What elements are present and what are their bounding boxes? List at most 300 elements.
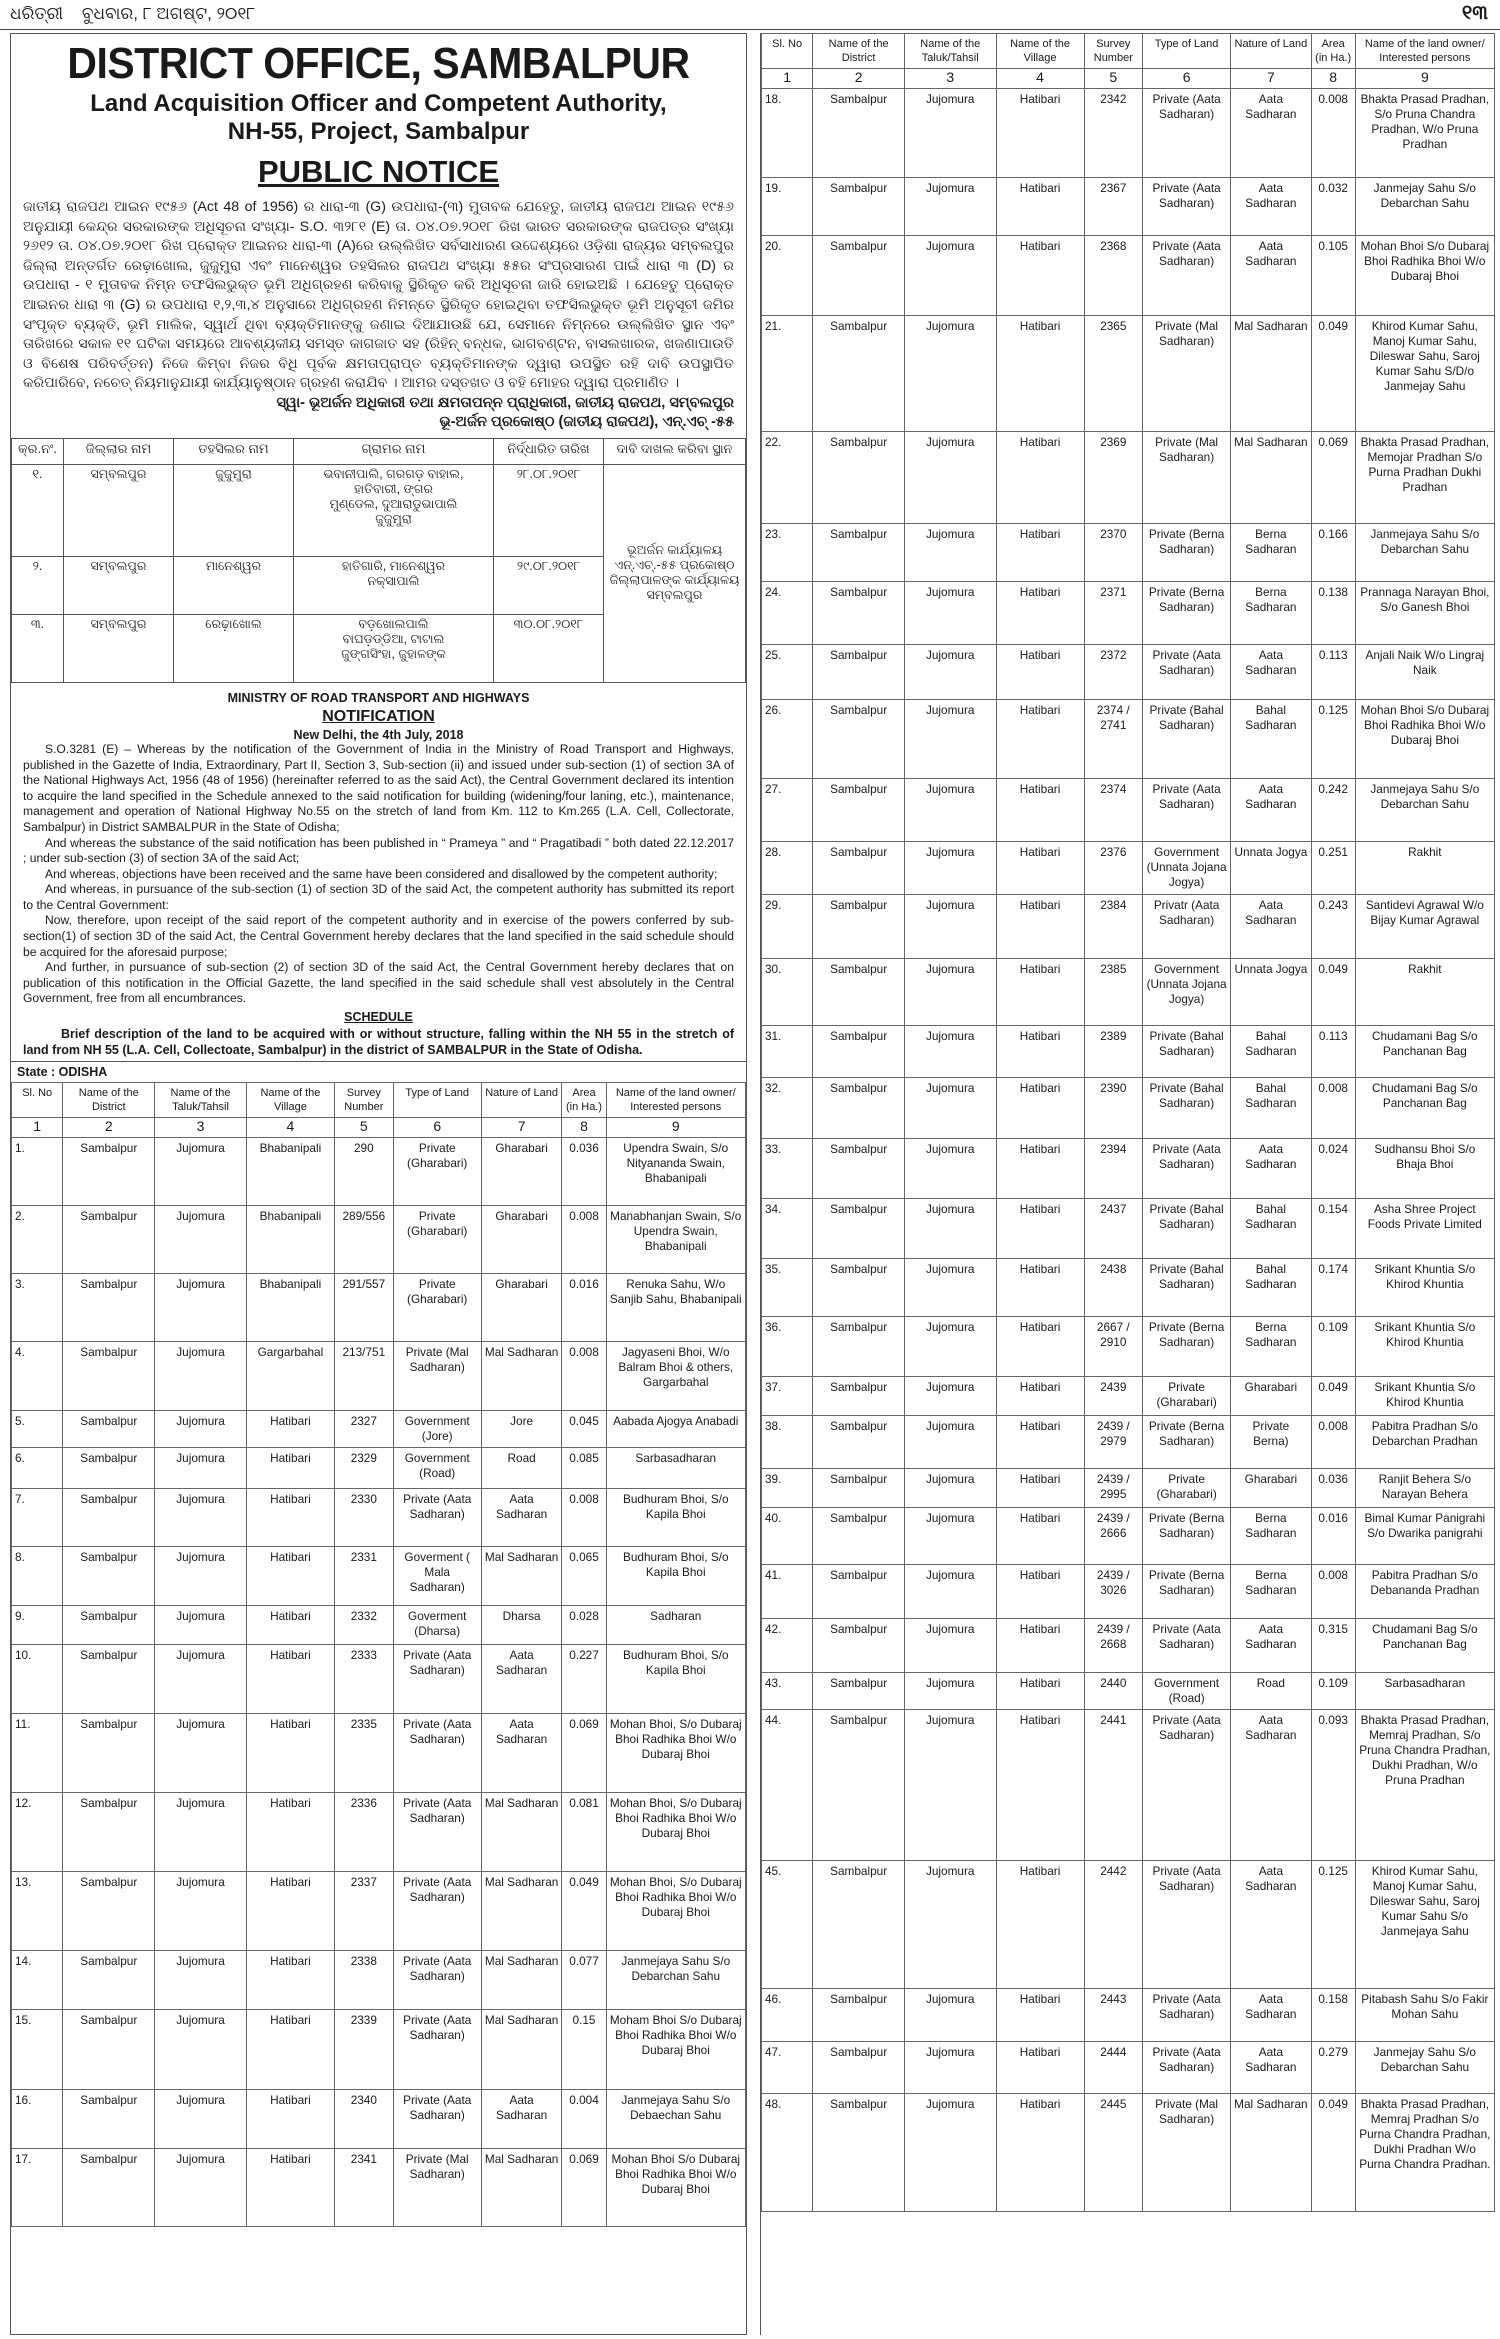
- land-nature-cell: Aata Sadharan: [1231, 236, 1312, 316]
- tahsil-cell: Jujomura: [155, 1606, 247, 1645]
- owner-cell: Mohan Bhoi, S/o Dubaraj Bhoi Radhika Bhoi W/o Dubaraj Bhoi: [606, 1793, 745, 1872]
- serial-cell: 6.: [12, 1448, 63, 1489]
- land-type-cell: Private (Aata Sadharan): [393, 1714, 481, 1793]
- survey-number-cell: 2337: [334, 1872, 393, 1951]
- area-cell: 0.008: [562, 1489, 606, 1547]
- survey-number-cell: 2329: [334, 1448, 393, 1489]
- land-schedule-table-right: [761, 33, 1495, 2212]
- village-cell: Hatibari: [996, 1710, 1084, 1861]
- land-nature-cell: Dharsa: [481, 1606, 562, 1645]
- owner-cell: Srikant Khuntia S/o Khirod Khuntia: [1355, 1317, 1494, 1377]
- land-nature-cell: Berna Sadharan: [1231, 524, 1312, 582]
- village-cell: Hatibari: [996, 1199, 1084, 1259]
- masthead-date: [10, 4, 269, 24]
- land-nature-cell: Aata Sadharan: [1231, 1139, 1312, 1199]
- serial-cell: 12.: [12, 1793, 63, 1872]
- table-row: [762, 779, 1495, 842]
- column-number: 9: [606, 1118, 745, 1138]
- district-cell: Sambalpur: [813, 959, 905, 1026]
- village-cell: Hatibari: [996, 1416, 1084, 1469]
- land-type-cell: Private (Aata Sadharan): [393, 1793, 481, 1872]
- notification-title: NOTIFICATION: [322, 707, 435, 725]
- village-cell: Hatibari: [996, 1861, 1084, 1989]
- survey-number-cell: 2369: [1084, 432, 1143, 524]
- tahsil-cell: Jujomura: [155, 1206, 247, 1274]
- land-nature-cell: Unnata Jogya: [1231, 959, 1312, 1026]
- land-nature-cell: Mal Sadharan: [1231, 432, 1312, 524]
- land-nature-cell: Berna Sadharan: [1231, 582, 1312, 645]
- serial-cell: 1.: [12, 1138, 63, 1206]
- serial-cell: 38.: [762, 1416, 813, 1469]
- district-cell: Sambalpur: [63, 1342, 155, 1411]
- land-type-cell: Private (Aata Sadharan): [1143, 779, 1231, 842]
- land-nature-cell: Aata Sadharan: [1231, 779, 1312, 842]
- land-nature-cell: Aata Sadharan: [1231, 895, 1312, 959]
- owner-cell: Budhuram Bhoi, S/o Kapila Bhoi: [606, 1547, 745, 1606]
- serial-cell: 45.: [762, 1861, 813, 1989]
- survey-number-cell: 2439 / 2668: [1084, 1619, 1143, 1673]
- land-nature-cell: Aata Sadharan: [481, 1489, 562, 1547]
- serial-cell: 46.: [762, 1989, 813, 2042]
- column-number-row: [762, 69, 1495, 89]
- area-cell: 0.008: [1311, 1565, 1355, 1619]
- village-cell: Hatibari: [996, 1078, 1084, 1139]
- owner-cell: Chudamani Bag S/o Panchanan Bag: [1355, 1078, 1494, 1139]
- table-row: [762, 1989, 1495, 2042]
- survey-number-cell: 2394: [1084, 1139, 1143, 1199]
- serial-cell: 23.: [762, 524, 813, 582]
- district-cell: Sambalpur: [63, 1489, 155, 1547]
- area-cell: 0.036: [562, 1138, 606, 1206]
- land-nature-cell: Mal Sadharan: [481, 1872, 562, 1951]
- survey-number-cell: 2374: [1084, 779, 1143, 842]
- serial-cell: 4.: [12, 1342, 63, 1411]
- survey-number-cell: 2390: [1084, 1078, 1143, 1139]
- area-cell: 0.081: [562, 1793, 606, 1872]
- village-cell: Hatibari: [246, 2149, 334, 2227]
- owner-cell: Srikant Khuntia S/o Khirod Khuntia: [1355, 1259, 1494, 1317]
- column-header: Name of the District: [63, 1083, 155, 1118]
- village-cell: ହାତିଗାରି, ମାନେଶ୍ୱର ନକ୍ସାପାଲି: [294, 556, 494, 614]
- area-cell: 0.049: [1311, 1377, 1355, 1416]
- tahsil-cell: Jujomura: [904, 178, 996, 236]
- district-cell: Sambalpur: [813, 1078, 905, 1139]
- tahsil-cell: Jujomura: [904, 1565, 996, 1619]
- owner-cell: Srikant Khuntia S/o Khirod Khuntia: [1355, 1377, 1494, 1416]
- land-nature-cell: Road: [1231, 1673, 1312, 1710]
- owner-cell: Budhuram Bhoi, S/o Kapila Bhoi: [606, 1645, 745, 1714]
- land-nature-cell: Aata Sadharan: [1231, 2042, 1312, 2094]
- column-header: Name of the Village: [246, 1083, 334, 1118]
- owner-cell: Rakhit: [1355, 842, 1494, 895]
- village-cell: Hatibari: [246, 1448, 334, 1489]
- area-cell: 0.077: [562, 1951, 606, 2010]
- land-type-cell: Private (Aata Sadharan): [1143, 1989, 1231, 2042]
- serial-cell: 9.: [12, 1606, 63, 1645]
- tahsil-cell: Jujomura: [904, 1416, 996, 1469]
- survey-number-cell: 2441: [1084, 1710, 1143, 1861]
- survey-number-cell: 2340: [334, 2090, 393, 2149]
- land-type-cell: Private (Berna Sadharan): [1143, 1317, 1231, 1377]
- column-header: Area (in Ha.): [562, 1083, 606, 1118]
- land-nature-cell: Berna Sadharan: [1231, 1508, 1312, 1565]
- serial-cell: 29.: [762, 895, 813, 959]
- land-type-cell: Private (Aata Sadharan): [393, 2010, 481, 2090]
- tahsil-cell: Jujomura: [155, 1448, 247, 1489]
- land-type-cell: Private (Bahal Sadharan): [1143, 1078, 1231, 1139]
- land-nature-cell: Berna Sadharan: [1231, 1317, 1312, 1377]
- survey-number-cell: 290: [334, 1138, 393, 1206]
- table-row: [12, 2090, 746, 2149]
- village-cell: Hatibari: [996, 1139, 1084, 1199]
- tahsil-cell: Jujomura: [904, 1619, 996, 1673]
- district-cell: ସମ୍ବଲପୁର: [64, 556, 174, 614]
- table-row: [762, 1619, 1495, 1673]
- land-nature-cell: Aata Sadharan: [1231, 1710, 1312, 1861]
- district-cell: Sambalpur: [63, 1714, 155, 1793]
- ministry-heading: MINISTRY OF ROAD TRANSPORT AND HIGHWAYS: [227, 690, 530, 705]
- header-row: [12, 1083, 746, 1118]
- office-title: DISTRICT OFFICE, SAMBALPUR: [67, 39, 690, 88]
- tahsil-cell: Jujomura: [904, 1710, 996, 1861]
- land-type-cell: Private (Aata Sadharan): [1143, 178, 1231, 236]
- tahsil-cell: Jujomura: [904, 779, 996, 842]
- district-cell: Sambalpur: [63, 1274, 155, 1342]
- table-row: [12, 1138, 746, 1206]
- land-nature-cell: Mal Sadharan: [481, 1793, 562, 1872]
- land-type-cell: Government (Road): [1143, 1673, 1231, 1710]
- village-cell: Hatibari: [246, 1489, 334, 1547]
- land-nature-cell: Aata Sadharan: [481, 2090, 562, 2149]
- village-cell: Hatibari: [996, 1565, 1084, 1619]
- survey-number-cell: 2439: [1084, 1377, 1143, 1416]
- survey-number-cell: 2338: [334, 1951, 393, 2010]
- tahsil-cell: Jujomura: [904, 1989, 996, 2042]
- land-nature-cell: Mal Sadharan: [481, 1951, 562, 2010]
- district-cell: Sambalpur: [813, 700, 905, 779]
- district-cell: Sambalpur: [63, 1872, 155, 1951]
- owner-cell: Anjali Naik W/o Lingraj Naik: [1355, 645, 1494, 700]
- column-number: 4: [246, 1118, 334, 1138]
- area-cell: 0.242: [1311, 779, 1355, 842]
- district-cell: Sambalpur: [813, 1565, 905, 1619]
- column-header: କ୍ର.ନଂ.: [12, 438, 64, 464]
- area-cell: 0.279: [1311, 2042, 1355, 2094]
- serial-cell: ୧.: [12, 464, 64, 556]
- tahsil-cell: Jujomura: [155, 1274, 247, 1342]
- table-row: [762, 895, 1495, 959]
- date-cell: ୨୯.୦୮.୨୦୧୮: [494, 556, 604, 614]
- tahsil-cell: Jujomura: [904, 1259, 996, 1317]
- land-type-cell: Private (Mal Sadharan): [1143, 432, 1231, 524]
- date-cell: ୨୮.୦୮.୨୦୧୮: [494, 464, 604, 556]
- survey-number-cell: 289/556: [334, 1206, 393, 1274]
- tahsil-cell: Jujomura: [904, 1139, 996, 1199]
- hearing-schedule-table: [11, 438, 746, 683]
- column-header: Sl. No: [12, 1083, 63, 1118]
- survey-number-cell: 2440: [1084, 1673, 1143, 1710]
- area-cell: 0.049: [1311, 2094, 1355, 2212]
- land-nature-cell: Mal Sadharan: [481, 1547, 562, 1606]
- district-cell: Sambalpur: [813, 89, 905, 178]
- land-nature-cell: Aata Sadharan: [1231, 178, 1312, 236]
- owner-cell: Bimal Kumar Panigrahi S/o Dwarika panigrahi: [1355, 1508, 1494, 1565]
- land-nature-cell: Private Berna): [1231, 1416, 1312, 1469]
- area-cell: 0.024: [1311, 1139, 1355, 1199]
- land-type-cell: Private (Mal Sadharan): [1143, 316, 1231, 432]
- village-cell: Hatibari: [246, 1951, 334, 2010]
- district-cell: Sambalpur: [813, 1317, 905, 1377]
- village-cell: Hatibari: [996, 1469, 1084, 1508]
- serial-cell: 15.: [12, 2010, 63, 2090]
- land-type-cell: Private (Berna Sadharan): [1143, 524, 1231, 582]
- column-header: Type of Land: [393, 1083, 481, 1118]
- area-cell: 0.15: [562, 2010, 606, 2090]
- area-cell: 0.008: [1311, 89, 1355, 178]
- land-type-cell: Private (Mal Sadharan): [1143, 2094, 1231, 2212]
- tahsil-cell: Jujomura: [155, 1645, 247, 1714]
- schedule-heading: SCHEDULE: [344, 1010, 413, 1025]
- office-subtitle-1: Land Acquisition Officer and Competent Authority,: [90, 90, 667, 117]
- owner-cell: Rakhit: [1355, 959, 1494, 1026]
- tahsil-cell: Jujomura: [904, 2094, 996, 2212]
- land-nature-cell: Bahal Sadharan: [1231, 1078, 1312, 1139]
- tahsil-cell: Jujomura: [904, 1199, 996, 1259]
- owner-cell: Pitabash Sahu S/o Fakir Mohan Sahu: [1355, 1989, 1494, 2042]
- district-cell: Sambalpur: [813, 236, 905, 316]
- land-nature-cell: Aata Sadharan: [481, 1645, 562, 1714]
- land-nature-cell: Mal Sadharan: [481, 2149, 562, 2227]
- land-nature-cell: Berna Sadharan: [1231, 1565, 1312, 1619]
- tahsil-cell: Jujomura: [904, 582, 996, 645]
- village-cell: Hatibari: [246, 1872, 334, 1951]
- district-cell: Sambalpur: [813, 524, 905, 582]
- village-cell: Hatibari: [996, 2042, 1084, 2094]
- tahasil-cell: ଜୁଜୁମୁରା: [174, 464, 294, 556]
- survey-number-cell: 2372: [1084, 645, 1143, 700]
- owner-cell: Chudamani Bag S/o Panchanan Bag: [1355, 1619, 1494, 1673]
- survey-number-cell: 2437: [1084, 1199, 1143, 1259]
- land-type-cell: Private (Aata Sadharan): [393, 2090, 481, 2149]
- serial-cell: ୨.: [12, 556, 64, 614]
- column-number: 3: [904, 69, 996, 89]
- area-cell: 0.008: [1311, 1416, 1355, 1469]
- owner-cell: Mohan Bhoi, S/o Dubaraj Bhoi Radhika Bhoi W/o Dubaraj Bhoi: [606, 1872, 745, 1951]
- serial-cell: 43.: [762, 1673, 813, 1710]
- district-cell: Sambalpur: [63, 2090, 155, 2149]
- tahsil-cell: Jujomura: [904, 1469, 996, 1508]
- area-cell: 0.085: [562, 1448, 606, 1489]
- district-cell: Sambalpur: [63, 1138, 155, 1206]
- survey-number-cell: 2376: [1084, 842, 1143, 895]
- area-cell: 0.154: [1311, 1199, 1355, 1259]
- serial-cell: 39.: [762, 1469, 813, 1508]
- serial-cell: 26.: [762, 700, 813, 779]
- table-row: [12, 1411, 746, 1448]
- district-cell: Sambalpur: [813, 582, 905, 645]
- column-number: 1: [12, 1118, 63, 1138]
- tahsil-cell: Jujomura: [904, 432, 996, 524]
- column-header: ନିର୍ଦ୍ଧାରିତ ତାରିଖ: [494, 438, 604, 464]
- column-number: 2: [813, 69, 905, 89]
- table-row: [762, 1416, 1495, 1469]
- area-cell: 0.109: [1311, 1673, 1355, 1710]
- village-cell: Gargarbahal: [246, 1342, 334, 1411]
- land-nature-cell: Mal Sadharan: [1231, 2094, 1312, 2212]
- survey-number-cell: 2341: [334, 2149, 393, 2227]
- district-cell: Sambalpur: [63, 1547, 155, 1606]
- tahsil-cell: Jujomura: [155, 1714, 247, 1793]
- owner-cell: Khirod Kumar Sahu, Manoj Kumar Sahu, Dileswar Sahu, Saroj Kumar Sahu S/D/o Janmejay Sahu: [1355, 316, 1494, 432]
- column-header: Name of the District: [813, 34, 905, 69]
- district-cell: Sambalpur: [63, 2149, 155, 2227]
- village-cell: ବଡ଼ଖୋଲପାଲି ବାଘଡ଼ଡ୍ଡିଆ, ଟାଟାଲ ଜୁଙ୍ଗସିଂହା, ଜୁହାଳଙ୍କ: [294, 614, 494, 682]
- district-cell: Sambalpur: [813, 432, 905, 524]
- area-cell: 0.065: [562, 1547, 606, 1606]
- land-type-cell: Private (Berna Sadharan): [1143, 1416, 1231, 1469]
- land-nature-cell: Aata Sadharan: [1231, 1861, 1312, 1989]
- district-cell: Sambalpur: [813, 1469, 905, 1508]
- column-number: 7: [1231, 69, 1312, 89]
- survey-number-cell: 2333: [334, 1645, 393, 1714]
- tahsil-cell: Jujomura: [904, 895, 996, 959]
- owner-cell: Jagyaseni Bhoi, W/o Balram Bhoi & others, Gargarbahal: [606, 1342, 745, 1411]
- issue-date: ବୁଧବାର, ୮ ଅଗଷ୍ଟ, ୨୦୧୮: [81, 4, 256, 23]
- state-label: State : ODISHA: [11, 1061, 746, 1082]
- table-row: [762, 1469, 1495, 1508]
- owner-cell: Mohan Bhoi S/o Dubaraj Bhoi Radhika Bhoi W/o Dubaraj Bhoi: [1355, 236, 1494, 316]
- notification-date: New Delhi, the 4th July, 2018: [293, 727, 464, 742]
- district-cell: Sambalpur: [63, 2010, 155, 2090]
- village-cell: Hatibari: [996, 700, 1084, 779]
- land-type-cell: Private (Mal Sadharan): [393, 1342, 481, 1411]
- survey-number-cell: 2442: [1084, 1861, 1143, 1989]
- table-row: [12, 1645, 746, 1714]
- area-cell: 0.113: [1311, 645, 1355, 700]
- serial-cell: 33.: [762, 1139, 813, 1199]
- serial-cell: 22.: [762, 432, 813, 524]
- notification-paragraph: And whereas, objections have been received and the same have been considered and disallowed by the competent authority;: [45, 866, 718, 881]
- tahsil-cell: Jujomura: [904, 959, 996, 1026]
- tahsil-cell: Jujomura: [904, 236, 996, 316]
- column-number: 6: [393, 1118, 481, 1138]
- village-cell: Hatibari: [996, 779, 1084, 842]
- village-cell: Hatibari: [996, 959, 1084, 1026]
- tahasil-cell: ରେଢ଼ାଖୋଲ: [174, 614, 294, 682]
- table-row: [12, 1448, 746, 1489]
- village-cell: Hatibari: [996, 89, 1084, 178]
- district-cell: Sambalpur: [813, 316, 905, 432]
- table-row: [12, 1489, 746, 1547]
- land-type-cell: Private (Aata Sadharan): [1143, 236, 1231, 316]
- village-cell: Hatibari: [246, 1547, 334, 1606]
- column-number: 7: [481, 1118, 562, 1138]
- column-header: Name of the Village: [996, 34, 1084, 69]
- table-row: [762, 236, 1495, 316]
- survey-number-cell: 2439 / 3026: [1084, 1565, 1143, 1619]
- land-nature-cell: Gharabari: [481, 1138, 562, 1206]
- serial-cell: 24.: [762, 582, 813, 645]
- survey-number-cell: 2370: [1084, 524, 1143, 582]
- land-type-cell: Private (Berna Sadharan): [1143, 1508, 1231, 1565]
- owner-cell: Chudamani Bag S/o Panchanan Bag: [1355, 1026, 1494, 1078]
- district-cell: ସମ୍ବଲପୁର: [64, 614, 174, 682]
- land-nature-cell: Mal Sadharan: [481, 2010, 562, 2090]
- area-cell: 0.008: [562, 1206, 606, 1274]
- area-cell: 0.069: [1311, 432, 1355, 524]
- land-type-cell: Private (Bahal Sadharan): [1143, 1259, 1231, 1317]
- village-cell: Hatibari: [996, 1989, 1084, 2042]
- tahsil-cell: Jujomura: [904, 842, 996, 895]
- serial-cell: 19.: [762, 178, 813, 236]
- area-cell: 0.028: [562, 1606, 606, 1645]
- area-cell: 0.036: [1311, 1469, 1355, 1508]
- serial-cell: 17.: [12, 2149, 63, 2227]
- serial-cell: 28.: [762, 842, 813, 895]
- tahsil-cell: Jujomura: [155, 1411, 247, 1448]
- owner-cell: Pabitra Pradhan S/o Debananda Pradhan: [1355, 1565, 1494, 1619]
- tahsil-cell: Jujomura: [155, 2149, 247, 2227]
- district-cell: Sambalpur: [813, 1861, 905, 1989]
- tahsil-cell: Jujomura: [904, 1673, 996, 1710]
- area-cell: 0.113: [1311, 1026, 1355, 1078]
- tahsil-cell: Jujomura: [155, 1872, 247, 1951]
- land-nature-cell: Aata Sadharan: [1231, 89, 1312, 178]
- serial-cell: 47.: [762, 2042, 813, 2094]
- right-column: [760, 33, 1495, 2335]
- serial-cell: 35.: [762, 1259, 813, 1317]
- area-cell: 0.069: [562, 1714, 606, 1793]
- area-cell: 0.105: [1311, 236, 1355, 316]
- column-number: 4: [996, 69, 1084, 89]
- owner-cell: Sarbasadharan: [606, 1448, 745, 1489]
- table-row: [762, 582, 1495, 645]
- owner-cell: Janmejay Sahu S/o Debarchan Sahu: [1355, 178, 1494, 236]
- district-cell: Sambalpur: [63, 1645, 155, 1714]
- land-schedule-table-left: [11, 1082, 746, 2227]
- table-row: [762, 524, 1495, 582]
- owner-cell: Mohan Bhoi, S/o Dubaraj Bhoi Radhika Bhoi W/o Dubaraj Bhoi: [606, 1714, 745, 1793]
- table-row: [12, 1714, 746, 1793]
- district-cell: Sambalpur: [813, 178, 905, 236]
- table-row: [12, 1342, 746, 1411]
- district-cell: ସମ୍ବଲପୁର: [64, 464, 174, 556]
- left-column: [10, 33, 747, 2335]
- odia-notice-paragraph: ଜାତୀୟ ରାଜପଥ ଆଇନ ୧୯୫୬ (Act 48 of 1956) ର ଧାରା-୩ (G) ଉପଧାରା-(୩) ମୁତାବକ ଯେହେତୁ, ଜାତୀୟ ରାଜପଥ ଆଇନ ୧୯୫୬ ଅନୁଯାୟୀ କେନ୍ଦ୍ର ସରକାରଙ୍କ ଅଧିସୂଚନା ସଂଖ୍ୟା- S.O. ୩୨୮୧ (E) ତା. ୦୪.୦୭.୨୦୧୮ ରିଖ ଭାରତ ସରକାରଙ୍କ ରାଜପତ୍ର ସଂଖ୍ୟା ୨୬୧୨ ତା. ୦୪.୦୭.୨୦୧୮ ରିଖ ପ୍ରୋକ୍ତ ଆଇନର ଧାରା-୩ (A)ରେ ଉଲ୍ଲିଖିତ ସର୍ବସାଧାରଣ ଉଦ୍ଦେଶ୍ୟରେ ଓଡ଼ିଶା ରାଜ୍ୟର ସମ୍ବଲପୁର ଜିଲ୍ଲା ଅନ୍ତର୍ଗତ ରେଢ଼ାଖୋଲ, ଜୁଜୁମୁରା ଏବଂ ମାନେଶ୍ୱର ତହସିଲର ରାଜପଥ ସଂଖ୍ୟା ୫୫ର ସଂପ୍ରସାରଣ ପାଇଁ ଧାରା ୩ (D) ର ଉପଧାରା - ୧ ମୁତାବକ ନିମ୍ନ ତଫସିଲଭୁକ୍ତ ଭୂମି ଅଧିଗ୍ରହଣ କରିବାକୁ ସ୍ଥିରିକୃତ କରି ଅଧିସୂଚନା ଜାରି ହୋଇଅଛି । ଯେହେତୁ ପ୍ରୋକ୍ତ ଆଇନର ଧାରା ୩ (G) ର ଉପଧାରା ୧,୨,୩,୪ ଅନୁସାରେ ଅଧିଗ୍ରହଣ ନିମନ୍ତେ ସ୍ଥିରିକୃତ ହୋଇଥିବା ତଫସିଲଭୁକ୍ତ ଭୂମି ଅନୁସୂଚୀ ଜମିର ସଂପୃକ୍ତ ବ୍ୟକ୍ତି, ଭୂମି ମାଲିକ, ସ୍ୱାର୍ଥ ଥିବା ବ୍ୟକ୍ତିମାନଙ୍କୁ ଜଣାଇ ଦିଆଯାଉଛି ଯେ, ସେମାନେ ନିମ୍ନରେ ଉଲ୍ଲିଖିତ ସ୍ଥାନ ଏବଂ ତାରିଖରେ ସକାଳ ୧୧ ଘଟିକା ସମୟରେ ଆବଶ୍ୟକୀୟ ସମସ୍ତ କାଗଜାତ ସହ (ରିହିନ୍ ବନ୍ଧକ, ଭାଗବଣ୍ଟନ, ବାସଲଖାରକ, ଖଜଣାପାଉତି ଓ ବିଶେଷ ପରିବର୍ତ୍ତନ) ନିଜେ କିମ୍ବା ନିଜର ବିଧି ପୂର୍ବକ କ୍ଷମତାପ୍ରାପ୍ତ ବ୍ୟକ୍ତିମାନଙ୍କ ଦ୍ୱାରା ଉପସ୍ଥିତ ରହି ଦାବି ଉପସ୍ଥାପିତ କରିପାରିବେ, ନଚେତ୍ ନିୟମାନୁଯାୟୀ କାର୍ଯ୍ୟାନୁଷ୍ଠାନ ଗ୍ରହଣ କରାଯିବ । ଆମର ଦସ୍ତଖତ ଓ ବହି ମୋହର ଦ୍ୱାରା ପ୍ରମାଣିତ ।: [23, 199, 734, 392]
- owner-cell: Janmejaya Sahu S/o Debarchan Sahu: [1355, 524, 1494, 582]
- tahsil-cell: Jujomura: [155, 1138, 247, 1206]
- owner-cell: Janmejaya Sahu S/o Debaechan Sahu: [606, 2090, 745, 2149]
- survey-number-cell: 2384: [1084, 895, 1143, 959]
- table-row: [762, 1508, 1495, 1565]
- serial-cell: 30.: [762, 959, 813, 1026]
- tahsil-cell: Jujomura: [904, 316, 996, 432]
- survey-number-cell: 2445: [1084, 2094, 1143, 2212]
- land-nature-cell: Gharabari: [481, 1206, 562, 1274]
- masthead-name: ଧରିତ୍ରୀ: [10, 4, 64, 23]
- owner-cell: Sudhansu Bhoi S/o Bhaja Bhoi: [1355, 1139, 1494, 1199]
- owner-cell: Bhakta Prasad Pradhan, Memraj Pradhan S/o Purna Chandra Pradhan, Dukhi Pradhan W/o Purna Chandra Pradhan.: [1355, 2094, 1494, 2212]
- village-cell: Bhabanipali: [246, 1138, 334, 1206]
- land-nature-cell: Aata Sadharan: [1231, 1619, 1312, 1673]
- district-cell: Sambalpur: [813, 1199, 905, 1259]
- table-row: [762, 1861, 1495, 1989]
- area-cell: 0.069: [562, 2149, 606, 2227]
- notification-paragraph: S.O.3281 (E) – Whereas by the notification of the Government of India in the Ministry of Road Transport and Highways, published in the Gazette of India, Extraordinary, Part II, Section 3, Sub-section (ii) and issued under sub-section (1) of section 3A of the National Highways Act, 1956 (48 of 1956) (hereinafter referred to as the said Act), the Central Government declared its intention to acquire the land specified in the Schedule annexed to the said notification for building (widening/four laning, etc.), maintenance, management and operation of National Highway No.55 on the stretch of land from Km. 112 to Km.265 (L.A. Cell, Collectorate, Sambalpur) in District SAMBALPUR in the State of Odisha;: [23, 741, 734, 834]
- survey-number-cell: 2439 / 2995: [1084, 1469, 1143, 1508]
- district-cell: Sambalpur: [813, 895, 905, 959]
- area-cell: 0.045: [562, 1411, 606, 1448]
